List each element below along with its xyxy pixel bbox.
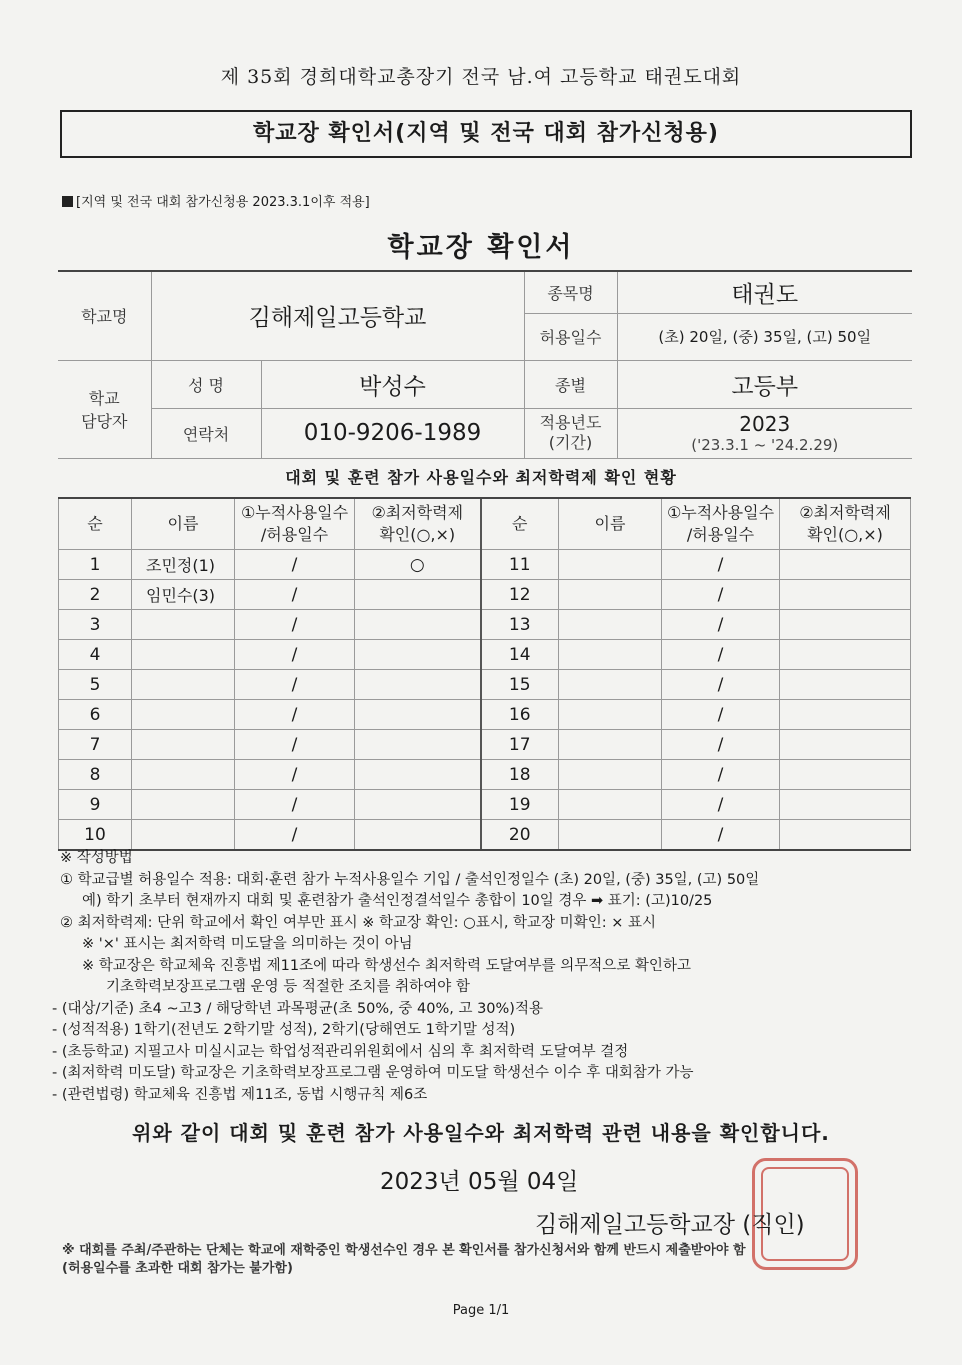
document-title: 학교장 확인서 xyxy=(387,232,575,263)
table-row xyxy=(59,700,911,730)
row-name xyxy=(559,640,662,670)
table-row xyxy=(59,640,911,670)
instruction-line: ※ '×' 표시는 최저학력 미도달을 의미하는 것이 아님 xyxy=(82,936,413,952)
row-no: 10 xyxy=(59,820,132,851)
row-days: / xyxy=(235,700,355,730)
row-days: / xyxy=(662,790,780,820)
year-value: 2023 xyxy=(739,412,791,436)
row-name xyxy=(132,730,235,760)
row-no: 2 xyxy=(59,580,132,610)
row-days: / xyxy=(235,640,355,670)
notice-text: [지역 및 전국 대회 참가신청용 2023.3.1이후 적용] xyxy=(76,195,370,210)
row-days: / xyxy=(235,790,355,820)
row-name xyxy=(132,820,235,851)
info-table xyxy=(58,270,912,459)
instruction-line: ② 최저학력제: 단위 학교에서 확인 여부만 표시 ※ 학교장 확인: ○표시, 학교장 미확인: × 표시 xyxy=(60,914,656,931)
row-name xyxy=(132,610,235,640)
row-name xyxy=(132,760,235,790)
row-no: 19 xyxy=(481,790,559,820)
row-no: 12 xyxy=(481,580,559,610)
instructions xyxy=(52,848,920,1106)
days-value: (초) 20일, (중) 35일, (고) 50일 xyxy=(617,313,912,360)
row-check xyxy=(780,730,911,760)
row-check xyxy=(355,700,481,730)
row-days: / xyxy=(235,580,355,610)
row-check xyxy=(780,610,911,640)
row-no: 20 xyxy=(481,820,559,851)
year-cell xyxy=(617,408,912,458)
year-label: 적용년도 (기간) xyxy=(524,408,617,458)
row-name xyxy=(559,760,662,790)
table-row xyxy=(59,610,911,640)
row-name xyxy=(132,790,235,820)
row-check xyxy=(355,730,481,760)
row-name xyxy=(132,670,235,700)
row-check xyxy=(780,670,911,700)
manager-label: 학교 담당자 xyxy=(58,360,151,458)
row-no: 3 xyxy=(59,610,132,640)
row-days: / xyxy=(235,610,355,640)
head-no-2: 순 xyxy=(481,498,559,550)
instruction-line: ※ 학교장은 학교체육 진흥법 제11조에 따라 학생선수 최저학력 도달여부를 의무적으로 확인하고 xyxy=(82,957,691,974)
row-check xyxy=(355,610,481,640)
row-name xyxy=(559,670,662,700)
row-check xyxy=(780,790,911,820)
name-value: 박성수 xyxy=(261,360,524,408)
table-row xyxy=(59,670,911,700)
row-name xyxy=(132,700,235,730)
head-check-2: ②최저학력제 확인(○,×) xyxy=(780,498,911,550)
row-no: 5 xyxy=(59,670,132,700)
row-check xyxy=(355,640,481,670)
row-name xyxy=(559,700,662,730)
division-label: 종별 xyxy=(524,360,617,408)
row-days: / xyxy=(662,550,780,580)
row-check xyxy=(780,580,911,610)
row-name xyxy=(559,820,662,851)
table-row xyxy=(59,730,911,760)
row-check xyxy=(780,640,911,670)
instruction-line: ① 학교급별 허용일수 적용: 대회·훈련 참가 누적사용일수 기입 / 출석인정일수 (초) 20일, (중) 35일, (고) 50일 xyxy=(60,871,760,888)
row-name: 조민정(1) xyxy=(132,550,235,580)
instruction-line: - (최저학력 미도달) 학교장은 기초학력보장프로그램 운영하여 미도달 학생선수 이수 후 대회참가 가능 xyxy=(52,1065,694,1081)
notice xyxy=(62,191,370,210)
row-days: / xyxy=(235,670,355,700)
footnote-line-2: (허용일수를 초과한 대회 참가는 불가함) xyxy=(62,1261,293,1276)
row-name xyxy=(559,790,662,820)
school-label: 학교명 xyxy=(58,271,151,360)
square-bullet-icon xyxy=(62,196,73,207)
row-days: / xyxy=(235,820,355,851)
row-name xyxy=(559,580,662,610)
row-days: / xyxy=(235,760,355,790)
row-name xyxy=(559,610,662,640)
row-days: / xyxy=(662,610,780,640)
instruction-line: 기초학력보장프로그램 운영 등 적절한 조치를 취하여야 함 xyxy=(106,979,470,995)
instruction-line: - (초등학교) 지필고사 미실시교는 학업성적관리위원회에서 심의 후 최저학력 도달여부 결정 xyxy=(52,1043,629,1060)
instruction-line: - (성적적용) 1학기(전년도 2학기말 성적), 2학기(당해연도 1학기말 성적) xyxy=(52,1022,516,1038)
row-no: 13 xyxy=(481,610,559,640)
instruction-line: 예) 학기 초부터 현재까지 대회 및 훈련참가 출석인정결석일수 총합이 10일 경우 ➡ 표기: (고)10/25 xyxy=(82,893,713,909)
head-check: ②최저학력제 확인(○,×) xyxy=(355,498,481,550)
competition-title: 제 35회 경희대학교총장기 전국 남.여 고등학교 태권도대회 xyxy=(220,66,742,88)
event-label: 종목명 xyxy=(524,271,617,313)
table-row xyxy=(59,760,911,790)
footnote-line-1: ※ 대회를 주최/주관하는 단체는 학교에 재학중인 학생선수인 경우 본 확인서를 참가신청서와 함께 반드시 제출받아야 함 xyxy=(62,1243,746,1258)
row-name xyxy=(132,640,235,670)
row-check xyxy=(780,820,911,851)
table-row xyxy=(59,550,911,580)
school-name: 김해제일고등학교 xyxy=(151,271,524,360)
head-days-2: ①누적사용일수 /허용일수 xyxy=(662,498,780,550)
days-label: 허용일수 xyxy=(524,313,617,360)
row-check xyxy=(355,760,481,790)
footnote xyxy=(62,1242,746,1278)
period-value: ('23.3.1 ~ '24.2.29) xyxy=(691,436,839,454)
row-check xyxy=(355,820,481,851)
row-no: 8 xyxy=(59,760,132,790)
row-no: 14 xyxy=(481,640,559,670)
row-check xyxy=(780,760,911,790)
section-title: 대회 및 훈련 참가 사용일수와 최저학력제 확인 현황 xyxy=(285,468,677,487)
row-days: / xyxy=(662,730,780,760)
row-days: / xyxy=(662,820,780,851)
row-check: ○ xyxy=(355,550,481,580)
division-value: 고등부 xyxy=(617,360,912,408)
row-no: 11 xyxy=(481,550,559,580)
table-row xyxy=(59,820,911,851)
table-row xyxy=(59,790,911,820)
row-days: / xyxy=(662,640,780,670)
instruction-line: - (대상/기준) 초4 ~고3 / 해당학년 과목평균(초 50%, 중 40%, 고 30%)적용 xyxy=(52,1000,543,1017)
row-check xyxy=(355,670,481,700)
row-days: / xyxy=(662,700,780,730)
confirm-statement: 위와 같이 대회 및 훈련 참가 사용일수와 최저학력 관련 내용을 확인합니다. xyxy=(132,1121,830,1145)
instruction-line: ※ 작성방법 xyxy=(60,850,133,866)
page-number: Page 1/1 xyxy=(452,1303,510,1318)
row-no: 17 xyxy=(481,730,559,760)
row-no: 15 xyxy=(481,670,559,700)
head-days: ①누적사용일수 /허용일수 xyxy=(235,498,355,550)
row-no: 4 xyxy=(59,640,132,670)
row-check xyxy=(355,790,481,820)
row-check xyxy=(780,700,911,730)
row-no: 6 xyxy=(59,700,132,730)
signer: 김해제일고등학교장 (직인) xyxy=(535,1212,805,1238)
row-days: / xyxy=(235,550,355,580)
name-label: 성 명 xyxy=(151,360,261,408)
head-name-2: 이름 xyxy=(559,498,662,550)
table-row xyxy=(59,580,911,610)
row-days: / xyxy=(662,580,780,610)
box-title: 학교장 확인서(지역 및 전국 대회 참가신청용) xyxy=(60,110,912,158)
contact-label: 연락처 xyxy=(151,408,261,458)
row-name xyxy=(559,730,662,760)
row-no: 1 xyxy=(59,550,132,580)
document-date: 2023년 05월 04일 xyxy=(380,1169,579,1195)
row-no: 16 xyxy=(481,700,559,730)
row-name: 임민수(3) xyxy=(132,580,235,610)
row-no: 9 xyxy=(59,790,132,820)
row-days: / xyxy=(662,760,780,790)
event-value: 태권도 xyxy=(617,271,912,313)
row-check xyxy=(355,580,481,610)
row-no: 18 xyxy=(481,760,559,790)
contact-value: 010-9206-1989 xyxy=(261,408,524,458)
row-check xyxy=(780,550,911,580)
row-no: 7 xyxy=(59,730,132,760)
row-days: / xyxy=(235,730,355,760)
head-name: 이름 xyxy=(132,498,235,550)
row-name xyxy=(559,550,662,580)
head-no: 순 xyxy=(59,498,132,550)
instruction-line: - (관련법령) 학교체육 진흥법 제11조, 동법 시행규칙 제6조 xyxy=(52,1086,428,1103)
roster-table xyxy=(58,497,911,851)
row-days: / xyxy=(662,670,780,700)
